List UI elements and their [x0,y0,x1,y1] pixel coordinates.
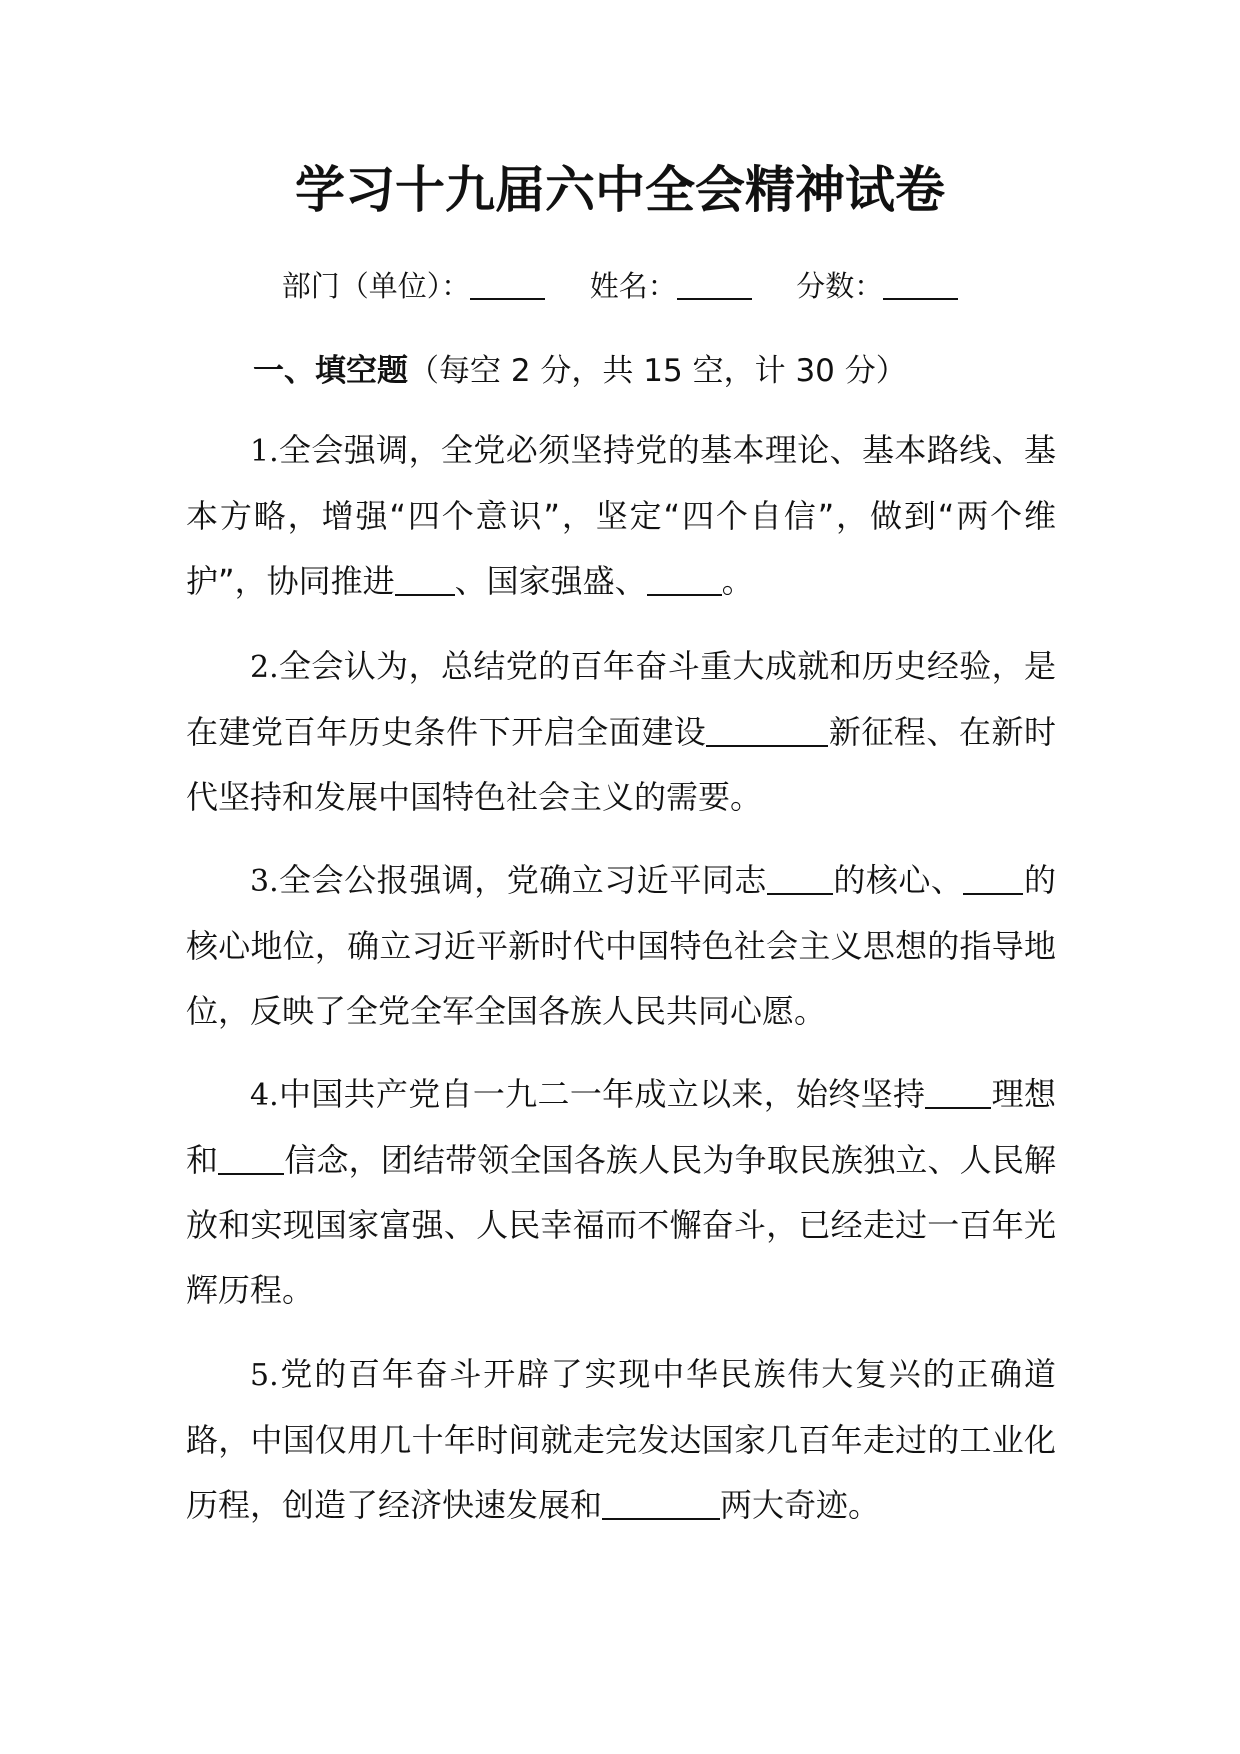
question-text: 新征程、在新时代坚持和发展中国特色社会主义的需要。 [186,713,1056,816]
question-3 [186,848,1056,1044]
question-4 [186,1062,1056,1323]
question-text: 信念，团结带领全国各族人民为争取民族独立、人民解放和实现国家富强、人民幸福而不懈奋斗，已经走过一百年光辉历程。 [186,1141,1056,1309]
score-label: 分数： [796,269,884,303]
question-text: 全会认为，总结党的百年奋斗重大成就和历史经验，是在建党百年历史条件下开启全面建设 [186,647,1056,751]
answer-blank[interactable] [925,1077,991,1109]
exam-info-line [0,268,1240,304]
answer-blank[interactable] [767,863,833,895]
question-text: 全会强调，全党必须坚持党的基本理论、基本路线、基本方略，增强“四个意识”，坚定“四个自信”，做到“两个维护”，协同推进 [186,431,1056,600]
page-title: 学习十九届六中全会精神试卷 [295,161,945,219]
question-number: 1. [250,434,279,469]
question-text: 党的百年奋斗开辟了实现中华民族伟大复兴的正确道路，中国仅用几十年时间就走完发达国家几百年走过的工业化历程，创造了经济快速发展和 [186,1355,1056,1524]
answer-blank[interactable] [647,564,722,596]
name-field [590,268,752,304]
question-number: 2. [250,650,279,685]
question-number: 5. [250,1358,279,1393]
question-text: 的核心、 [832,861,964,899]
answer-blank[interactable] [395,564,455,596]
score-field [796,268,958,304]
name-blank[interactable] [677,268,752,300]
question-number: 4. [250,1078,279,1113]
question-number: 3. [250,864,279,899]
question-text: 中国共产党自一九二一年成立以来，始终坚持 [278,1075,926,1113]
question-2 [186,634,1056,830]
section-scoring-note: （每空 2 分，共 15 空，计 30 分） [408,353,907,389]
question-text: 。 [721,562,754,600]
answer-blank[interactable] [963,863,1023,895]
question-text: 的核心地位，确立习近平新时代中国特色社会主义思想的指导地位，反映了全党全军全国各族人民共同心愿。 [186,861,1056,1030]
score-blank[interactable] [883,268,958,300]
department-blank[interactable] [470,268,545,300]
question-text: 理想和 [186,1075,1056,1179]
answer-blank[interactable] [602,1488,720,1520]
section-title: 一、填空题 [253,353,408,389]
answer-blank[interactable] [218,1143,284,1175]
question-5 [186,1342,1056,1538]
question-text: 全会公报强调，党确立习近平同志 [278,861,767,899]
question-text: 两大奇迹。 [720,1486,881,1524]
section-heading [253,353,907,390]
question-text: 、国家强盛、 [454,562,647,600]
question-1 [186,418,1056,614]
department-label: 部门（单位）： [281,269,471,303]
department-field [282,268,546,304]
answer-blank[interactable] [706,715,828,747]
name-label: 姓名： [589,269,677,303]
